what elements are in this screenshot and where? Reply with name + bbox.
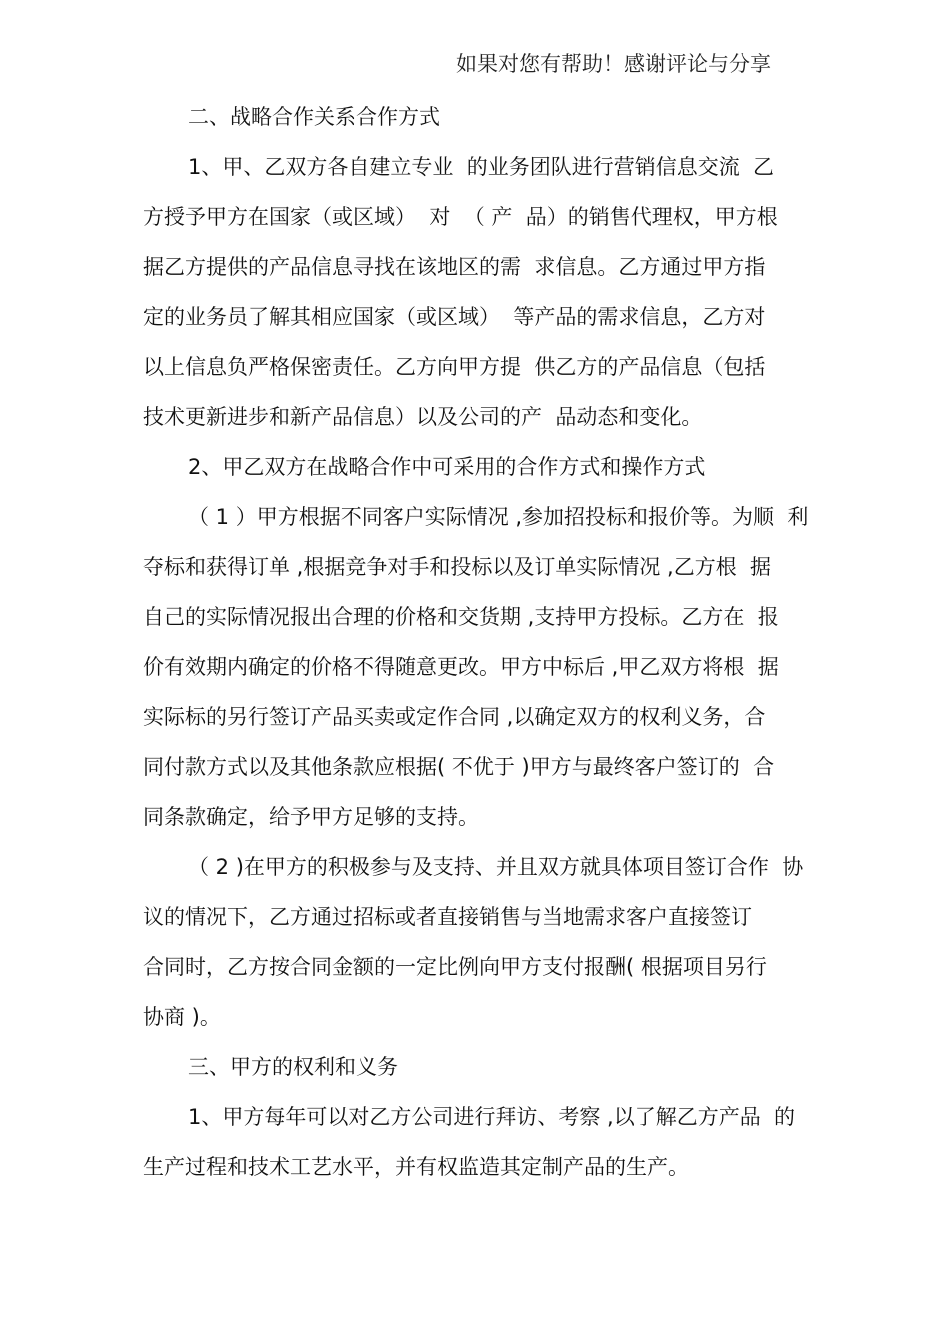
paragraph-line: 同付款方式以及其他条款应根据( 不优于 )甲方与最终客户签订的 合	[143, 755, 775, 779]
paragraph-line: 1、甲方每年可以对乙方公司进行拜访、考察 ,以了解乙方产品 的	[188, 1105, 796, 1129]
paragraph-line: 自己的实际情况报出合理的价格和交货期 ,支持甲方投标。乙方在 报	[143, 605, 779, 629]
paragraph-line: （ 1 ）甲方根据不同客户实际情况 ,参加招投标和报价等。为顺 利	[188, 505, 809, 529]
paragraph-line: 同条款确定，给予甲方足够的支持。	[143, 805, 479, 829]
paragraph-line: 据乙方提供的产品信息寻找在该地区的需 求信息。乙方通过甲方指	[143, 255, 766, 279]
paragraph-line: 实际标的另行签订产品买卖或定作合同 ,以确定双方的权利义务，合	[143, 705, 766, 729]
paragraph-line: 议的情况下，乙方通过招标或者直接销售与当地需求客户直接签订	[143, 905, 752, 929]
paragraph-line: 生产过程和技术工艺水平，并有权监造其定制产品的生产。	[143, 1155, 689, 1179]
paragraph-line: 定的业务员了解其相应国家（或区域） 等产品的需求信息，乙方对	[143, 305, 766, 329]
header-note: 如果对您有帮助！感谢评论与分享	[456, 52, 771, 76]
section-heading: 二、战略合作关系合作方式	[188, 105, 440, 129]
paragraph-line: 方授予甲方在国家（或区域） 对 （ 产 品）的销售代理权，甲方根	[143, 205, 778, 229]
paragraph-line: 协商 )。	[143, 1005, 221, 1029]
paragraph-line: 1、甲、乙双方各自建立专业 的业务团队进行营销信息交流 乙	[188, 155, 775, 179]
subsection-heading: 2、甲乙双方在战略合作中可采用的合作方式和操作方式	[188, 455, 706, 479]
paragraph-line: 以上信息负严格保密责任。乙方向甲方提 供乙方的产品信息（包括	[143, 355, 766, 379]
paragraph-line: （ 2 )在甲方的积极参与及支持、并且双方就具体项目签订合作 协	[188, 855, 804, 879]
paragraph-line: 夺标和获得订单 ,根据竞争对手和投标以及订单实际情况 ,乙方根 据	[143, 555, 772, 579]
paragraph-line: 技术更新进步和新产品信息）以及公司的产 品动态和变化。	[143, 405, 703, 429]
section-heading: 三、甲方的权利和义务	[188, 1055, 398, 1079]
paragraph-line: 合同时，乙方按合同金额的一定比例向甲方支付报酬( 根据项目另行	[143, 955, 767, 979]
paragraph-line: 价有效期内确定的价格不得随意更改。甲方中标后 ,甲乙双方将根 据	[143, 655, 779, 679]
